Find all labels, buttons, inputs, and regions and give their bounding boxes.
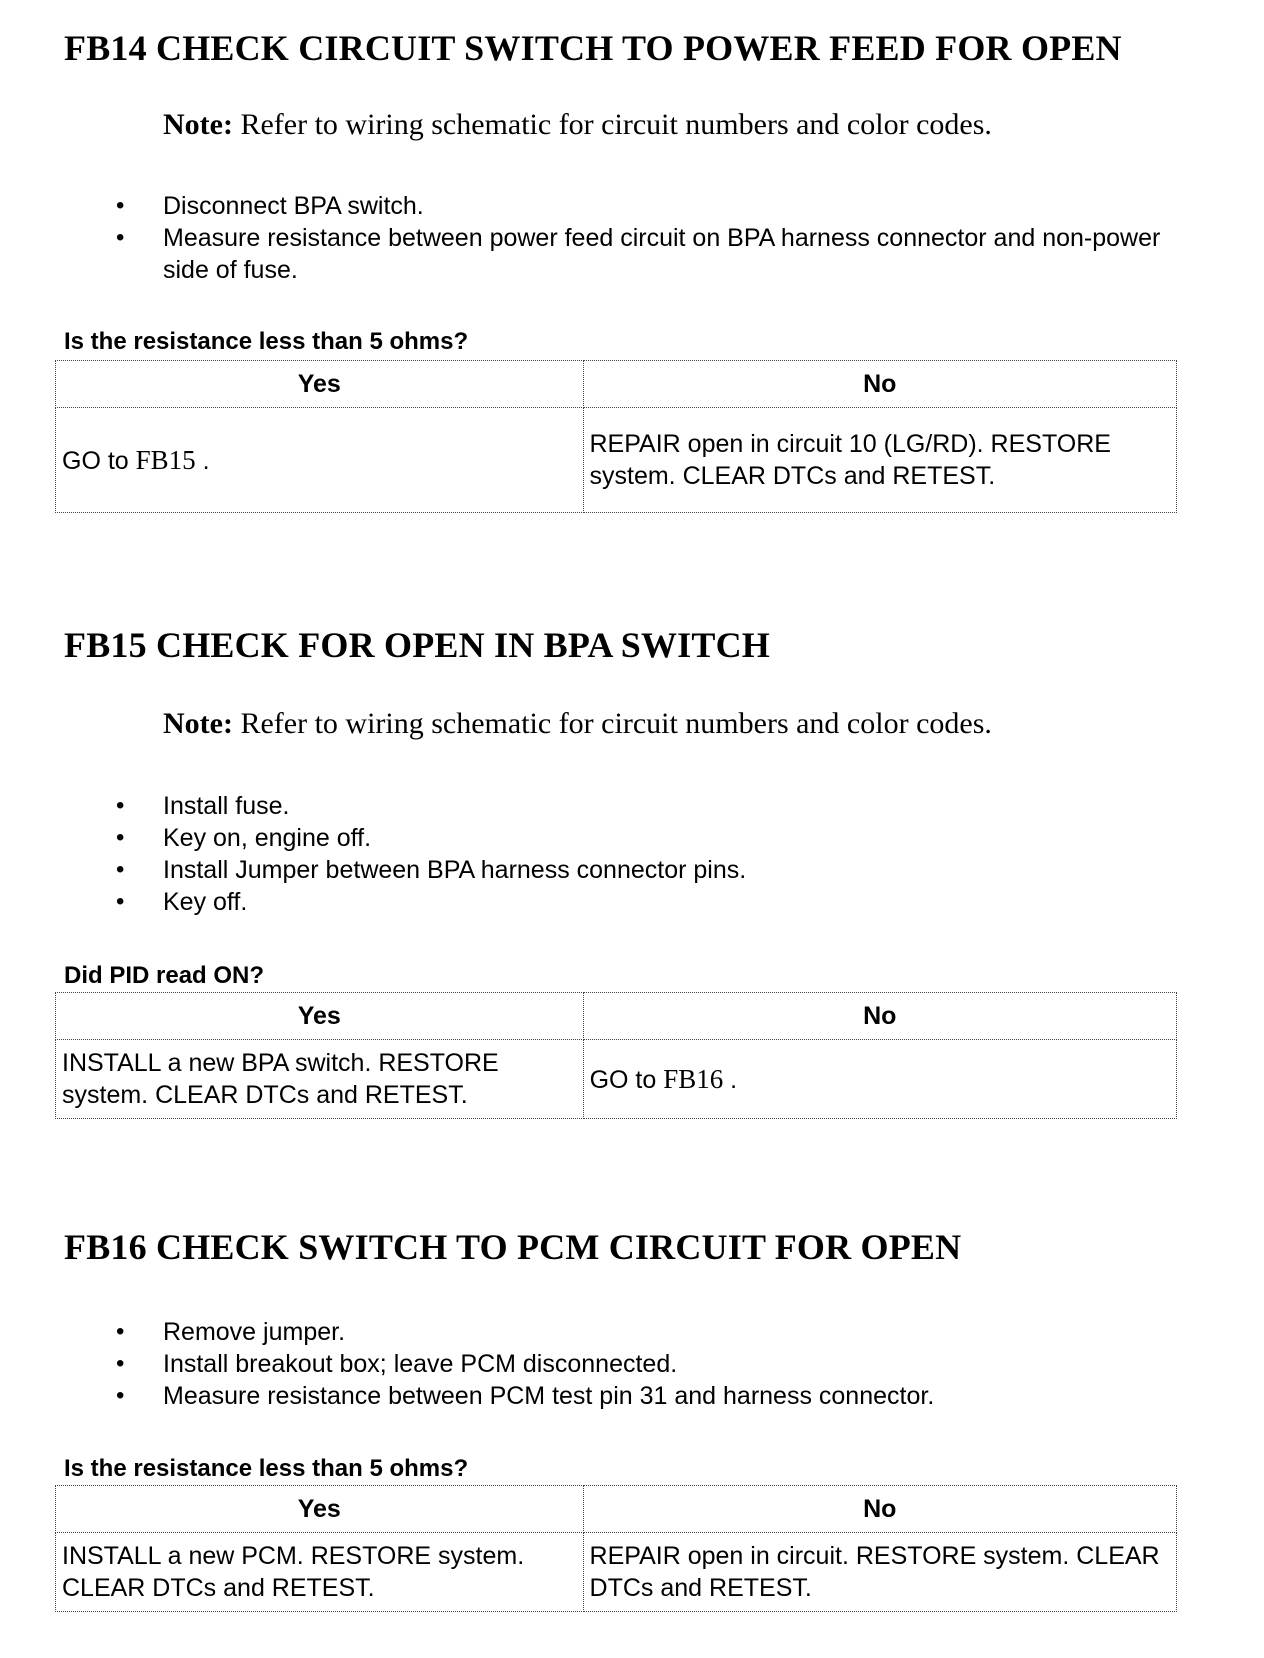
yes-cell: GO to FB15 . <box>56 408 584 513</box>
list-item: • Measure resistance between power feed circuit on BPA harness connector and non-power side of fuse. <box>0 222 1213 286</box>
no-header: No <box>583 1486 1176 1533</box>
table-row <box>56 408 1177 513</box>
list-item: • Key on, engine off. <box>0 822 1213 854</box>
yes-header: Yes <box>56 1486 584 1533</box>
no-cell: REPAIR open in circuit 10 (LG/RD). RESTORE system. CLEAR DTCs and RETEST. <box>583 408 1177 513</box>
list-item: • Install Jumper between BPA harness connector pins. <box>0 854 1213 886</box>
section-title: FB15 CHECK FOR OPEN IN BPA SWITCH <box>64 625 770 665</box>
section-title: FB16 CHECK SWITCH TO PCM CIRCUIT FOR OPEN <box>64 1227 962 1267</box>
no-cell: GO to FB16 . <box>583 1040 1176 1119</box>
yes-no-table <box>55 992 1177 1119</box>
note-text: Refer to wiring schematic for circuit numbers and color codes. <box>232 108 992 141</box>
table-row <box>56 1533 1177 1612</box>
yes-header: Yes <box>56 993 584 1040</box>
list-item: • Measure resistance between PCM test pin 31 and harness connector. <box>0 1380 1213 1412</box>
no-header: No <box>583 361 1177 408</box>
no-cell: REPAIR open in circuit. RESTORE system. CLEAR DTCs and RETEST. <box>583 1533 1176 1612</box>
table-header-row <box>56 1486 1177 1533</box>
section-title: FB14 CHECK CIRCUIT SWITCH TO POWER FEED FOR OPEN <box>64 28 1122 68</box>
list-item: • Key off. <box>0 886 1213 918</box>
step-list <box>0 790 1213 918</box>
note <box>163 108 992 142</box>
question: Is the resistance less than 5 ohms? <box>64 328 469 355</box>
yes-cell: INSTALL a new BPA switch. RESTORE system. CLEAR DTCs and RETEST. <box>56 1040 584 1119</box>
note-label: Note: <box>163 707 233 740</box>
table-header-row <box>56 993 1177 1040</box>
yes-no-table <box>55 360 1177 513</box>
question: Is the resistance less than 5 ohms? <box>64 1455 469 1482</box>
list-item: • Install breakout box; leave PCM disconnected. <box>0 1348 1213 1380</box>
yes-no-table <box>55 1485 1177 1612</box>
step-list <box>0 1316 1213 1412</box>
note <box>163 707 992 741</box>
yes-header: Yes <box>56 361 584 408</box>
step-link-fb16[interactable]: FB16 <box>663 1063 724 1094</box>
yes-cell: INSTALL a new PCM. RESTORE system. CLEAR DTCs and RETEST. <box>56 1533 584 1612</box>
step-list <box>0 190 1213 286</box>
list-item: • Remove jumper. <box>0 1316 1213 1348</box>
note-label: Note: <box>163 108 233 141</box>
table-header-row <box>56 361 1177 408</box>
list-item: • Disconnect BPA switch. <box>0 190 1213 222</box>
step-link-fb15[interactable]: FB15 <box>135 444 196 475</box>
table-row <box>56 1040 1177 1119</box>
no-header: No <box>583 993 1176 1040</box>
list-item: • Install fuse. <box>0 790 1213 822</box>
note-text: Refer to wiring schematic for circuit numbers and color codes. <box>232 707 992 740</box>
question: Did PID read ON? <box>64 962 265 989</box>
